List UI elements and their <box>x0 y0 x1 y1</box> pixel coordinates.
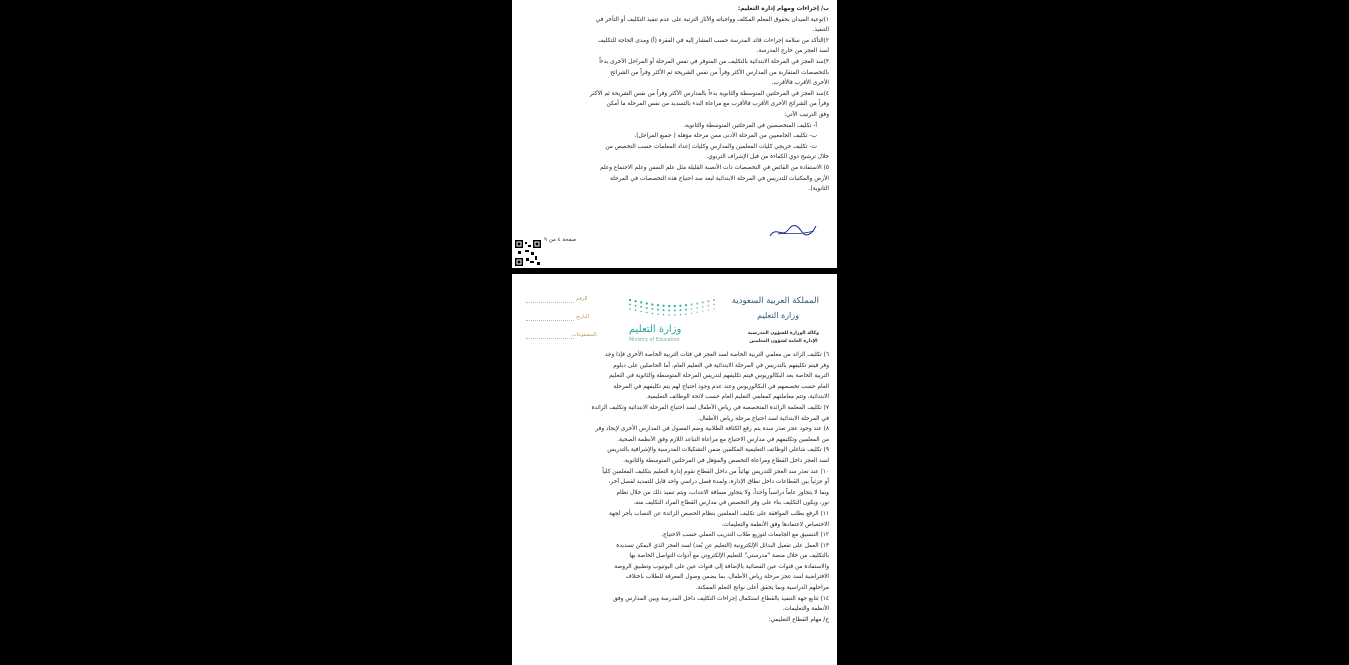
agency-block: وكالة الوزارة للشؤون المدرسية الإدارة العامة لشؤون المعلمين <box>747 331 819 344</box>
text-line: ٩) تكليف شاغلي الوظائف التعليمية المكلفين ضمن التشكيلات المدرسية والإشرافية بالتدريس <box>607 447 829 454</box>
text-line: ٥) الاستفادة من الفائض في التخصصات ذات الأنصبة القليلة مثل علم النفس وعلم الاجتماع وعلم <box>600 164 829 171</box>
page-2-text <box>518 350 829 625</box>
text-line: نور، ويكون التكليف بناء على وفر التخصص في مدارس القطاع المراد التكليف منه. <box>633 500 829 507</box>
document-page-2 <box>512 274 837 665</box>
text-line: الثانوية). <box>808 186 829 193</box>
field-attachments-label: المشفوعات <box>572 332 597 338</box>
text-line: الاختصاص لاعتمادها وفق الأنظمة والتعليمات. <box>721 521 829 528</box>
text-line: خلال ترشيح ذوي الكفاءة من قبل الإشراف التربوي. <box>706 154 829 161</box>
field-attachments-line <box>526 338 574 339</box>
text-line: لسد العجز من خارج المدرسة. <box>756 48 829 55</box>
text-line: لسد العجز داخل القطاع ومراعاة التخصص والمؤهل في المرحلتين المتوسطة والثانوية. <box>623 457 829 464</box>
text-line: ٧) تكليف المعلمة الزائدة المتخصصة في رياض الأطفال لسد احتياج المرحلة الابتدائية وتكليف الزائدة <box>591 404 829 411</box>
text-line: من المعلمين وتكليفهم في مدارس الاحتياج مع مراعاة التباعد اللازم وفق الأنظمة الصحية. <box>617 436 829 443</box>
field-date-label: التاريخ <box>576 314 589 320</box>
text-line: ١٢) التنسيق مع الجامعات لتوزيع طلاب التدريب العملي حسب الاحتياج. <box>661 532 829 539</box>
moe-logo-english: Ministry of Education <box>629 338 680 343</box>
text-line: ١٠) عند تعذر سد العجز للتدريس نهائياً من داخل القطاع تقوم إدارة التعليم بتكليف المعلمين كلياً <box>602 468 829 475</box>
page-1-text <box>518 4 829 195</box>
text-line: ٢)التأكد من سلامة إجراءات قائد المدرسة حسب المشار إليه في الفقرة (أ) ومدى الحاجة للتكليف <box>597 37 829 44</box>
text-line: الأنظمة والتعليمات. <box>782 606 829 613</box>
text-line: ٦) تكليف الزائد من معلمي التربية الخاصة لسد العجز في فئات التربية الخاصة الأخرى فإذا وجد <box>604 352 829 358</box>
text-line: مراحلهم الدراسية وبما يحقق أعلى نواتج التعلم الممكنة. <box>695 585 829 592</box>
text-line: بالتخصصات المتقاربة من المدارس الأكثر وفراً من نفس الشريحة ثم الأكثر وفراً من الشرائح <box>610 69 829 76</box>
text-line: ٨) عند وجود عجز تعذر سده يتم رفع الكثافة الطلابية وضم الفصول في المدارس الأخرى لإيجاد وفر <box>595 426 829 433</box>
ksa-title: المملكة العربية السعودية <box>731 296 819 306</box>
text-line: ١)توعية الميدان بحقوق المعلم المكلف وواجباته والآثار الترتبة على عدم تنفيذ التكليف أو التأخر في <box>595 16 829 23</box>
text-line: وفق الترتيب الآتي: <box>784 111 829 118</box>
field-number-line <box>526 302 574 303</box>
text-line: العام حسب تخصصهم في البكالوريوس وعند عدم وجود احتياج لهم يتم تكليفهم في المرحلة <box>613 383 829 390</box>
text-line: ب/ إجراءات ومهام إدارة التعليم: <box>737 6 829 12</box>
text-line: ٤)سد العجز في المرحلتين المتوسطة والثانوية بدءاً بالمدارس الأكثر وفراً من نفس الشريحة ثم الأكثر <box>589 90 829 97</box>
text-line: وفراً من الشرائح الأخرى الأقرب فالأقرب مع مراعاة البدء بالتسديد من نفس المرحلة ما أمكن <box>606 101 829 108</box>
text-line: التربية الخاصة بعد البكالوريوس فيتم تكليفهم لتدريس المرحلة المتوسطة والثانوية في التعليم <box>608 373 829 380</box>
document-page-1 <box>512 0 837 268</box>
text-line: والاستفادة من قنوات عين الفضائية بالإضافة إلى قنوات عين على اليوتيوب وتطبيق الروضة <box>614 563 829 570</box>
text-line: الافتراضية لسد عجز مرحلة رياض الأطفال، بما يضمن وصول المعرفة للطلاب باختلاف <box>625 574 829 581</box>
moe-logo-icon <box>624 294 724 344</box>
text-line: وبما لا يتجاوز عاماً دراسياً واحداً، ولا يتجاوز مسافة الانتداب، ويتم تنفيذ ذلك من خلال نظام <box>616 489 829 496</box>
field-date-line <box>526 320 574 321</box>
text-line: الأخرى الأقرب فالأقرب. <box>771 80 829 87</box>
text-line: ت- تكليف خريجي كليات المعلمين والمدارس وكليات إعداد المعلمات حسب التخصص من <box>605 143 817 150</box>
field-number-label: الرقم <box>576 296 588 302</box>
text-line: أ- تكليف المتخصصين في المرحلتين المتوسطة والثانوية. <box>683 122 817 129</box>
signature-icon <box>768 222 818 240</box>
text-line: في المرحلة الابتدائية لسد احتياج مرحلة رياض الأطفال. <box>697 415 829 422</box>
text-line: ج/ مهام القطاع التعليمي: <box>768 616 829 623</box>
text-line: ١١) الرفع بطلب الموافقة على تكليف المعلمين بنظام الحصص الزائدة عن النصاب بأجر لجهة <box>609 510 829 517</box>
text-line: ١٤) تتابع جهة التنفيذ بالقطاع استكمال إجراءات التكليف داخل المدرسة وبين المدارس وفق <box>613 595 829 602</box>
moe-logo-arabic: وزارة التعليم <box>629 324 682 335</box>
text-line: ب- تكليف الجامعيين من المرحلة الأدنى ممن مرحلة مؤهله ( جميع المراحل). <box>634 133 817 140</box>
text-line: وفر فيتم تكليفهم بالتدريس في المرحلة الابتدائية في التعليم العام، أما الحاصلين على دبلوم <box>613 362 829 369</box>
text-line: أو جزئياً بين القطاعات داخل نطاق الإدارة، ولمدة فصل دراسي واحد قابل للتمديد لفصل آخر، <box>608 479 829 486</box>
text-line: ١٣) العمل على تفعيل البدائل الإلكترونية (التعليم عن بُعد) لسد العجز الذي لايمكن تسديدة <box>616 542 829 549</box>
text-line: بالتكليف من خلال منصة "مدرستي" للتعليم الإلكتروني مع أدوات التواصل الخاصة بها <box>629 553 829 560</box>
text-line: ٣)سد العجز في المرحلة الابتدائية بالتكليف من المتوفر في نفس المرحلة أو المراحل الأخرى بدءاً <box>599 58 829 65</box>
text-line: الأرض والمكتبات للتدريس في المرحلة الابتدائية لبعد سد احتياج هذه التخصصات في المرحلة <box>610 175 829 182</box>
text-line: التنفيذ. <box>812 27 829 34</box>
qr-code-icon <box>515 240 541 266</box>
page-number: صفحة ٤ من ٩ <box>544 237 577 243</box>
text-line: الابتدائية، وتتم معاملتهم كمعلمي التعليم العام حسب لائحة الوظائف التعليمية. <box>645 394 829 401</box>
ministry-title: وزارة التعليم <box>757 311 799 320</box>
